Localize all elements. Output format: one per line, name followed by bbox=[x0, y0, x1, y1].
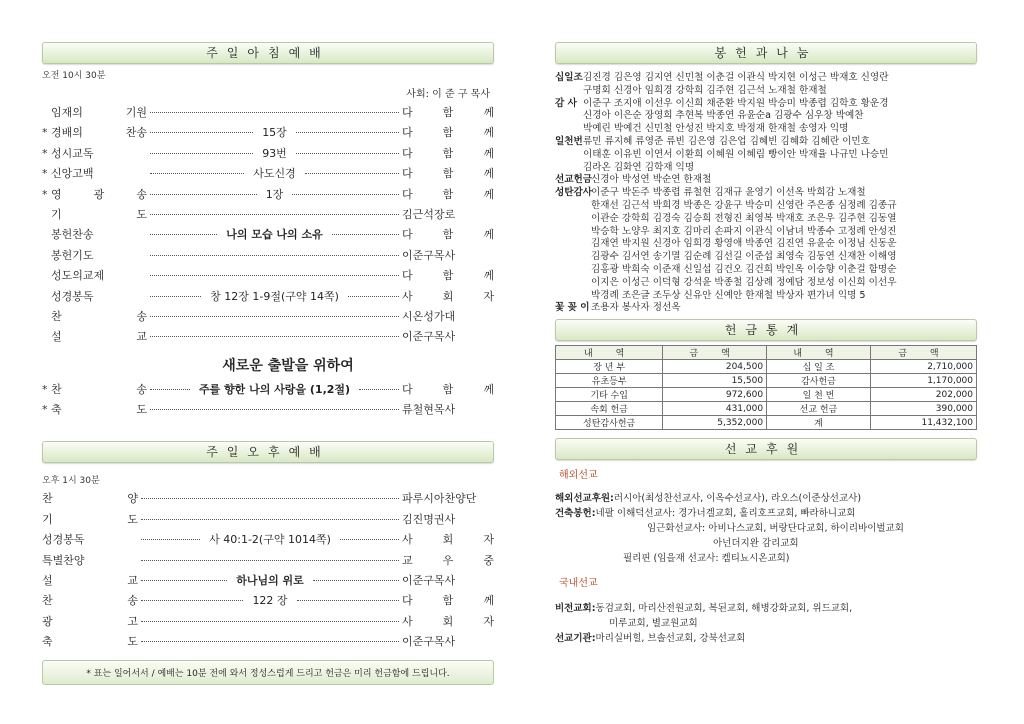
offering-names: 김진경 김은영 김지연 신민철 이춘걸 이관식 박지현 이성근 박재호 신영란 bbox=[583, 72, 889, 83]
program-item-performer: 교 우 중 bbox=[402, 553, 494, 567]
mission-text: 임근화선교사: 아비나스교회, 버랑단다교회, 하이리바이벌교회 bbox=[647, 523, 904, 535]
program-item-name: 기 도 bbox=[51, 207, 147, 221]
program-row bbox=[42, 206, 494, 226]
dot-leader bbox=[150, 409, 399, 410]
dot-leader bbox=[150, 336, 399, 337]
overseas-mission-list bbox=[555, 491, 977, 566]
program-item-performer: 시온성가대 bbox=[402, 309, 456, 323]
mission-line bbox=[555, 551, 977, 566]
offering-line bbox=[555, 226, 977, 239]
program-row bbox=[42, 186, 494, 206]
dot-leader bbox=[150, 173, 244, 174]
program-item-name: 성경봉독 bbox=[51, 289, 94, 303]
left-column bbox=[42, 42, 494, 685]
offering-names: 박승학 노양우 최지호 김마리 손파지 이관식 이남녀 박종수 고정례 안성진 bbox=[591, 225, 897, 237]
offering-line bbox=[555, 149, 977, 162]
dot-leader bbox=[332, 234, 399, 235]
dot-leader bbox=[150, 194, 257, 195]
table-cell: 15,500 bbox=[663, 374, 767, 388]
mission-text: 아넌더지완 감리교회 bbox=[713, 538, 799, 550]
program-item-performer: 사 회 자 bbox=[402, 614, 494, 628]
offering-line bbox=[555, 302, 977, 315]
program-item-content: 122 장 bbox=[252, 594, 288, 608]
dot-leader bbox=[150, 214, 399, 215]
table-cell: 유초등부 bbox=[556, 374, 663, 388]
dot-leader bbox=[141, 498, 399, 499]
offering-category-label: 선교헌금 bbox=[555, 174, 593, 186]
standing-mark: * bbox=[42, 382, 48, 396]
offering-names: 김홍광 박희숙 이준재 신일섭 김건오 김건희 박인옥 이승향 이춘걸 함명순 bbox=[591, 263, 897, 275]
table-cell: 감사헌금 bbox=[767, 374, 871, 388]
table-cell: 십 일 조 bbox=[767, 360, 871, 374]
domestic-mission-heading: 국내선교 bbox=[559, 578, 598, 590]
program-item-performer: 사 회 자 bbox=[402, 289, 495, 303]
program-row bbox=[42, 145, 494, 165]
offering-names: 김라온 김화연 김학재 익명 bbox=[583, 161, 695, 173]
offering-list bbox=[555, 72, 977, 315]
table-header bbox=[556, 346, 977, 360]
program-item-performer: 다 함 께 bbox=[402, 146, 494, 160]
offering-line bbox=[555, 264, 977, 277]
morning-program bbox=[42, 104, 494, 349]
program-item-name: 성도의교제 bbox=[51, 269, 105, 283]
program-item-name: 봉헌기도 bbox=[51, 248, 94, 262]
dot-leader bbox=[141, 600, 243, 601]
program-row bbox=[42, 308, 494, 328]
dot-leader bbox=[150, 316, 399, 317]
offering-line bbox=[555, 187, 977, 200]
program-item-performer: 김근석장로 bbox=[402, 207, 456, 221]
program-item-performer: 다 함 께 bbox=[402, 167, 495, 181]
table-row bbox=[556, 388, 977, 402]
program-row bbox=[42, 490, 494, 510]
offering-category-label: 성탄감사 bbox=[555, 187, 593, 199]
program-item-name: 성경봉독 bbox=[42, 533, 85, 547]
dot-leader bbox=[141, 539, 200, 540]
dot-leader bbox=[150, 296, 201, 297]
mission-text: 러시아(최성찬선교사, 이옥수선교사), 라오스(이준상선교사) bbox=[613, 493, 862, 505]
program-item-name: 영 광 송 bbox=[51, 187, 147, 201]
table-cell: 선교 헌금 bbox=[767, 402, 871, 416]
dot-leader bbox=[313, 580, 399, 581]
offering-title: 봉헌과나눔 bbox=[555, 42, 977, 64]
program-item-name: 봉헌찬송 bbox=[51, 228, 94, 242]
afternoon-time: 오후 1시 30분 bbox=[42, 476, 100, 487]
offering-names: 류민 류지혜 류영준 류빈 김은영 김은업 김혜빈 김혜화 김혜란 이민호 bbox=[583, 135, 870, 147]
program-row bbox=[42, 381, 494, 401]
table-row bbox=[556, 374, 977, 388]
mission-label: 비전교회: bbox=[555, 603, 596, 615]
offering-category-label: 꽃 꽂 이 bbox=[555, 302, 590, 314]
program-item-performer: 다 함 께 bbox=[402, 126, 494, 140]
dot-leader bbox=[292, 194, 399, 195]
program-item-name: 임재의 기원 bbox=[51, 106, 147, 119]
program-item-name: 경배의 찬송 bbox=[51, 126, 147, 140]
offering-names: 박예린 박예건 신민철 안성진 박지호 박정재 한재철 송영자 익명 bbox=[583, 123, 849, 135]
offering-line bbox=[555, 174, 977, 187]
offering-line bbox=[555, 277, 977, 290]
mission-label: 건축봉헌: bbox=[555, 508, 596, 520]
program-row bbox=[42, 511, 494, 531]
morning-time: 오전 10시 30분 bbox=[42, 71, 106, 81]
program-item-name: 특별찬양 bbox=[42, 553, 85, 567]
mission-line bbox=[555, 506, 977, 521]
offering-names: 이관순 강학희 김경숙 김승희 전형진 최영복 박재호 조은우 김주현 김동열 bbox=[591, 212, 897, 224]
mission-line bbox=[555, 616, 977, 631]
offering-names: 이지은 이성근 이덕형 강석윤 박종철 김상례 정예담 정보성 이신희 이선우 bbox=[591, 276, 897, 288]
sermon-title: 새로운 출발을 위하여 bbox=[222, 357, 354, 374]
table-cell: 일 천 번 bbox=[767, 388, 871, 402]
column-header: 내 역 bbox=[556, 346, 663, 360]
program-item-name: 찬 양 bbox=[42, 492, 138, 506]
right-column bbox=[555, 42, 977, 646]
offering-names: 김재연 박지원 신경아 임희경 황영애 박종연 김진연 유윤순 이정님 신동운 bbox=[591, 238, 897, 250]
program-item-performer: 사 회 자 bbox=[402, 533, 494, 547]
program-item-performer: 다 함 께 bbox=[402, 187, 494, 201]
mission-line bbox=[555, 491, 977, 506]
mission-text: 마리실버힐, 브솔선교회, 강북선교회 bbox=[595, 633, 746, 645]
program-item-content: 1장 bbox=[265, 187, 284, 201]
table-cell: 11,432,100 bbox=[870, 416, 976, 430]
service-note: * 표는 일어서서 / 예배는 10분 전에 와서 정성스럽게 드리고 헌금은 미리 헌금함에 드립니다. bbox=[42, 660, 494, 685]
program-row bbox=[42, 288, 494, 308]
morning-service-title: 주일아침예배 bbox=[42, 42, 494, 64]
dot-leader bbox=[296, 153, 399, 154]
offering-names: 신경아 이은순 장영희 추현복 박종연 유윤순a 김광수 심우창 박예찬 bbox=[583, 110, 864, 122]
dot-leader bbox=[348, 296, 399, 297]
dot-leader bbox=[150, 153, 253, 154]
offering-line bbox=[555, 136, 977, 149]
morning-leader: 사회: 이 준 구 목사 bbox=[406, 89, 490, 100]
program-item-performer: 다 함 께 bbox=[402, 269, 494, 283]
program-item-name: 성시교독 bbox=[51, 146, 94, 160]
program-item-name: 설 교 bbox=[42, 574, 138, 588]
offering-line bbox=[555, 238, 977, 251]
dot-leader bbox=[150, 112, 399, 113]
table-cell: 2,710,000 bbox=[870, 360, 976, 374]
mission-line bbox=[555, 631, 977, 646]
offering-line bbox=[555, 98, 977, 111]
program-item-name: 광 고 bbox=[42, 614, 138, 628]
offering-names: 김광수 김서연 송기멸 김순례 김선길 이준섭 최영숙 김동연 신재찬 이해영 bbox=[591, 251, 897, 263]
table-cell: 성탄감사헌금 bbox=[556, 416, 663, 430]
program-item-performer: 류철현목사 bbox=[402, 403, 456, 417]
offering-names: 한재선 김근석 박희경 박종은 강윤구 박승미 신영란 주은종 심정례 김종규 bbox=[591, 199, 897, 211]
offering-totals-table bbox=[555, 345, 977, 430]
table-cell: 204,500 bbox=[663, 360, 767, 374]
mission-title: 선교후원 bbox=[555, 438, 977, 460]
program-row bbox=[42, 124, 494, 144]
program-item-performer: 다 함 께 bbox=[402, 594, 494, 608]
offering-line bbox=[555, 213, 977, 226]
program-row bbox=[42, 572, 494, 592]
program-item-content: 나의 모습 나의 소유 bbox=[226, 228, 323, 242]
program-row bbox=[42, 401, 494, 421]
offering-category-label: 십일조 bbox=[555, 72, 583, 83]
offering-line bbox=[555, 85, 977, 98]
program-row bbox=[42, 633, 494, 653]
offering-category-label: 감 사 bbox=[555, 97, 577, 109]
program-item-name: 축 도 bbox=[42, 635, 138, 649]
table-row bbox=[556, 360, 977, 374]
program-item-content: 사도신경 bbox=[253, 167, 296, 181]
dot-leader bbox=[296, 132, 399, 133]
dot-leader bbox=[141, 621, 399, 622]
program-item-name: 기 도 bbox=[42, 512, 138, 526]
table-cell: 202,000 bbox=[870, 388, 976, 402]
standing-mark: * bbox=[42, 126, 48, 140]
program-item-content: 15장 bbox=[262, 126, 287, 140]
dot-leader bbox=[305, 173, 399, 174]
dot-leader bbox=[359, 389, 399, 390]
program-item-performer: 다 함 께 bbox=[402, 382, 494, 396]
offering-names: 이준구 박돈주 박종렵 류철현 김재규 윤영기 이선옥 박희감 노재철 bbox=[591, 187, 866, 199]
offering-line bbox=[555, 200, 977, 213]
program-item-performer: 이준구목사 bbox=[402, 574, 456, 588]
table-cell: 390,000 bbox=[870, 402, 976, 416]
dot-leader bbox=[297, 600, 399, 601]
mission-text: 미루교회, 별교원교회 bbox=[609, 618, 698, 630]
program-item-content: 93번 bbox=[262, 146, 287, 160]
dot-leader bbox=[141, 560, 399, 561]
table-cell: 972,600 bbox=[663, 388, 767, 402]
morning-closing bbox=[42, 381, 494, 422]
overseas-mission-heading: 해외선교 bbox=[559, 470, 598, 482]
program-row bbox=[42, 592, 494, 612]
totals-title: 헌금통계 bbox=[555, 319, 977, 341]
program-item-name: 찬 송 bbox=[51, 309, 147, 323]
mission-label: 해외선교후원: bbox=[555, 493, 614, 505]
program-item-name: 찬 송 bbox=[42, 594, 138, 608]
dot-leader bbox=[150, 132, 253, 133]
program-item-performer: 이준구목사 bbox=[402, 248, 456, 262]
domestic-mission-list bbox=[555, 601, 977, 646]
program-item-performer: 이준구목사 bbox=[402, 635, 456, 649]
program-item-performer: 이준구목사 bbox=[402, 330, 456, 344]
program-row bbox=[42, 247, 494, 267]
dot-leader bbox=[150, 234, 217, 235]
offering-names: 박경례 조은글 조두상 신유안 신예안 한재철 박상자 편가녀 익명 5 bbox=[591, 289, 866, 301]
column-header: 금 액 bbox=[663, 346, 767, 360]
table-cell: 5,352,000 bbox=[663, 416, 767, 430]
mission-text: 동검교회, 마리산전원교회, 복된교회, 해병강화교회, 위드교회, bbox=[595, 603, 853, 615]
afternoon-service-title: 주일오후예배 bbox=[42, 441, 494, 463]
program-row bbox=[42, 165, 494, 185]
table-cell: 기타 수입 bbox=[556, 388, 663, 402]
offering-names: 조용자 봉사자 정선옥 bbox=[591, 302, 681, 314]
program-row bbox=[42, 267, 494, 287]
mission-line bbox=[555, 521, 977, 536]
dot-leader bbox=[150, 255, 399, 256]
afternoon-program bbox=[42, 490, 494, 653]
table-body bbox=[556, 360, 977, 430]
dot-leader bbox=[141, 580, 227, 581]
program-item-content: 창 12장 1-9절(구약 14쪽) bbox=[210, 289, 339, 303]
offering-line bbox=[555, 251, 977, 264]
program-row bbox=[42, 613, 494, 633]
program-item-content: 사 40:1-2(구약 1014쪽) bbox=[209, 533, 331, 547]
program-item-performer: 다 함 께 bbox=[402, 228, 494, 242]
offering-line bbox=[555, 110, 977, 123]
program-item-name: 축 도 bbox=[51, 403, 147, 417]
table-cell: 계 bbox=[767, 416, 871, 430]
table-cell: 431,000 bbox=[663, 402, 767, 416]
dot-leader bbox=[141, 519, 399, 520]
mission-label: 선교기관: bbox=[555, 633, 596, 645]
standing-mark: * bbox=[42, 146, 48, 160]
mission-text: 네팔 이해덕선교사: 경가너겔교회, 홀리호프교회, 빠라하니교회 bbox=[595, 508, 856, 520]
offering-line bbox=[555, 290, 977, 303]
standing-mark: * bbox=[42, 403, 48, 417]
table-row bbox=[556, 402, 977, 416]
mission-section bbox=[555, 466, 977, 646]
offering-names: 구명회 신경아 임희경 강학희 김주현 김근석 노재철 한재철 bbox=[583, 84, 827, 96]
mission-line bbox=[555, 536, 977, 551]
program-item-performer: 김진명권사 bbox=[402, 512, 456, 526]
program-item-name: 신앙고백 bbox=[51, 167, 94, 181]
offering-line bbox=[555, 123, 977, 136]
column-header: 내 역 bbox=[767, 346, 871, 360]
program-item-name: 설 교 bbox=[51, 330, 147, 344]
table-cell: 속회 헌금 bbox=[556, 402, 663, 416]
offering-names: 신경아 박성연 박순연 한재철 bbox=[591, 174, 712, 186]
dot-leader bbox=[141, 641, 399, 642]
program-row bbox=[42, 104, 494, 124]
program-item-content: 하나님의 위로 bbox=[236, 574, 304, 588]
standing-mark: * bbox=[42, 167, 48, 181]
standing-mark: * bbox=[42, 187, 48, 201]
dot-leader bbox=[150, 389, 190, 390]
offering-names: 이태훈 이유빈 이연서 이환희 이혜원 이혜림 빵이안 박재율 나규민 나승민 bbox=[583, 148, 889, 160]
program-item-performer: 다 함 께 bbox=[402, 106, 494, 119]
mission-line bbox=[555, 601, 977, 616]
table-cell: 1,170,000 bbox=[870, 374, 976, 388]
offering-category-label: 일천번 bbox=[555, 135, 583, 147]
column-header: 금 액 bbox=[870, 346, 976, 360]
offering-line bbox=[555, 162, 977, 175]
dot-leader bbox=[150, 275, 399, 276]
program-item-performer: 파루시아찬양단 bbox=[402, 492, 477, 506]
mission-text: 필리핀 (임을재 선교사: 켐티뇨시온교회) bbox=[623, 553, 790, 565]
program-row bbox=[42, 226, 494, 246]
offering-names: 이준구 조지애 이선우 이신희 채준환 박지원 박승미 박종렵 김학호 황운경 bbox=[583, 97, 889, 109]
program-item-name: 찬 송 bbox=[51, 382, 147, 396]
table-cell: 장 년 부 bbox=[556, 360, 663, 374]
table-row bbox=[556, 416, 977, 430]
program-row bbox=[42, 531, 494, 551]
offering-line bbox=[555, 72, 977, 85]
program-row bbox=[42, 552, 494, 572]
program-row bbox=[42, 328, 494, 348]
dot-leader bbox=[340, 539, 399, 540]
program-item-content: 주를 향한 나의 사랑을 (1,2절) bbox=[198, 382, 351, 396]
